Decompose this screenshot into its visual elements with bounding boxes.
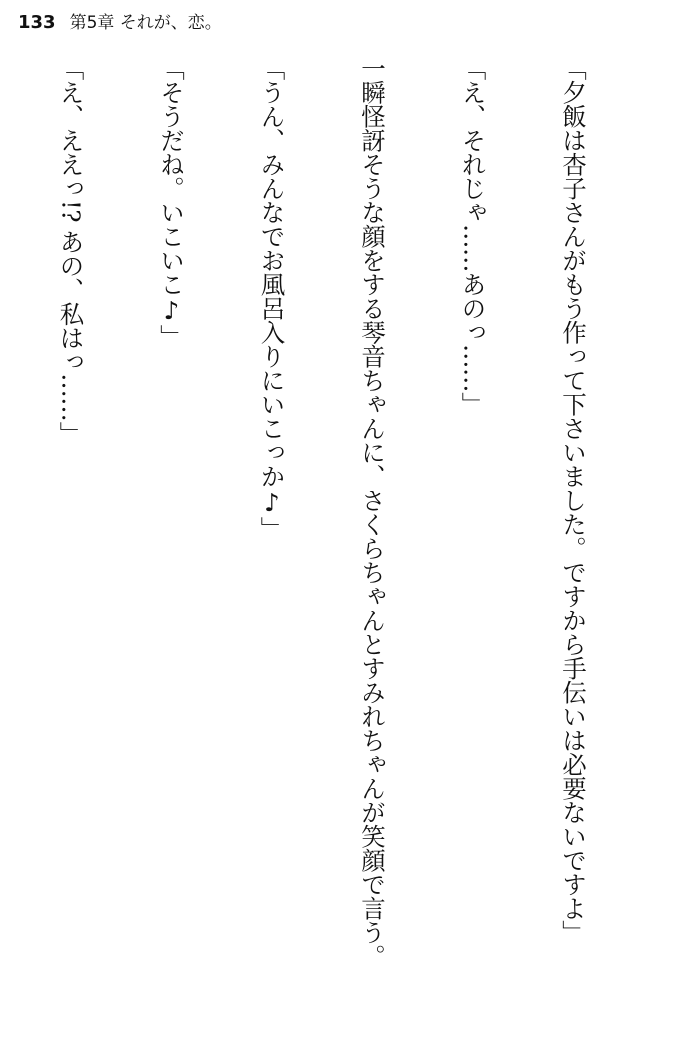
page-header <box>18 8 222 33</box>
chapter-title: 第5章 それが、恋。 <box>69 13 222 33</box>
novel-text-body <box>0 56 657 1036</box>
text-line: 「夕飯は杏子さんがもう作って下さいました。ですから手伝いは必要ないですよ」 <box>559 56 588 944</box>
page-number: 133 <box>18 12 56 33</box>
text-line: 「え、ええっ!? あの、私はっ……」 <box>56 56 86 446</box>
text-line: 「そうだね。いこいこ♪」 <box>157 56 186 349</box>
text-line: 一瞬怪訝そうな顔をする琴音ちゃんに、さくらちゃんとすみれちゃんが笑顔で言う。 <box>358 56 387 968</box>
text-line: 「え、それじゃ……あのっ……」 <box>458 56 488 416</box>
text-line: 「うん、みんなでお風呂入りにいこっか♪」 <box>257 56 287 541</box>
